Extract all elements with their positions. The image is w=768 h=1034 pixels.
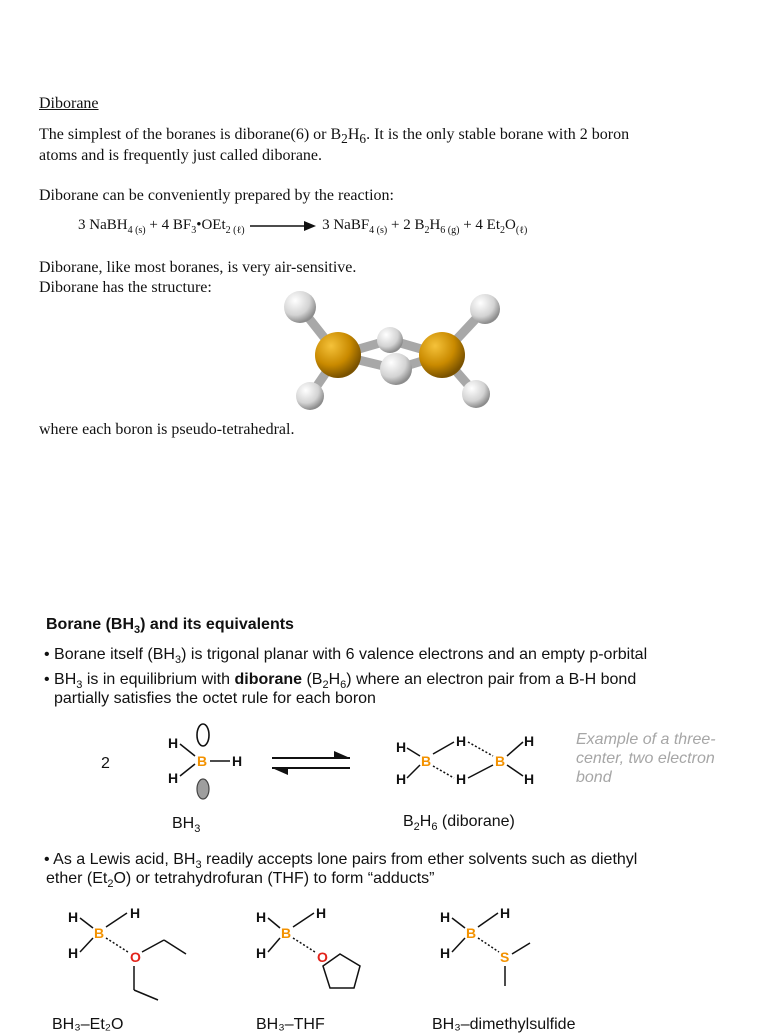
bh3-dms-adduct xyxy=(440,905,530,986)
bullet-text: is in equilibrium with xyxy=(82,671,235,688)
tetrahedral-text: where each boron is pseudo-tetrahedral. xyxy=(39,421,295,438)
bh3-label xyxy=(172,815,200,835)
atom-h: H xyxy=(500,905,511,921)
eq-sub: (ℓ) xyxy=(515,225,528,236)
bridging-hydrogen-atom xyxy=(377,327,403,353)
boron-atom xyxy=(315,332,361,378)
adduct-label-thf: BH₃–THF xyxy=(256,1016,325,1033)
atom-h: H xyxy=(168,770,179,786)
borane-adducts-diagram xyxy=(60,896,580,1006)
hydrogen-atom xyxy=(284,291,316,323)
bullet-text: • As a Lewis acid, BH xyxy=(44,851,196,868)
eq-sub: 3 xyxy=(191,225,197,236)
bullet-2-continuation: partially satisfies the octet rule for each boron xyxy=(54,690,376,707)
bh3-et2o-adduct xyxy=(68,905,186,1000)
adduct-label-dms: BH₃–dimethylsulfide xyxy=(432,1016,576,1033)
air-sensitive-text: Diborane, like most boranes, is very air-sensitive. xyxy=(39,259,357,276)
bridging-hydrogen-atom xyxy=(380,353,412,385)
bullet-text: H xyxy=(328,671,341,688)
reaction-arrow-icon xyxy=(250,220,316,232)
empty-p-orbital-lobe xyxy=(197,724,209,746)
eq-sub: 2 (ℓ) xyxy=(225,225,245,236)
atom-b: B xyxy=(197,753,208,769)
eq-product-2: + 2 B xyxy=(387,217,425,233)
atom-b: B xyxy=(281,925,292,941)
diborane-structure xyxy=(396,733,534,787)
atom-h: H xyxy=(396,739,407,755)
intro-text-a: The simplest of the boranes is diborane(6) or B xyxy=(39,126,342,143)
p-orbital-lobe xyxy=(197,779,209,799)
bullet-sub: 6 xyxy=(340,679,347,692)
atom-h: H xyxy=(68,945,79,961)
title-sub: 3 xyxy=(134,624,141,637)
bullet-text: (B xyxy=(302,671,323,688)
bridging-atom-h: H xyxy=(456,733,467,749)
bullet-bold-text: diborane xyxy=(234,671,303,688)
bh3-structure xyxy=(168,724,242,799)
atom-b: B xyxy=(421,753,432,769)
bullet-sub: 3 xyxy=(195,859,202,872)
eq-reactant-1: 3 NaBH xyxy=(78,217,128,233)
eq-product-3: + 4 Et xyxy=(459,217,501,233)
bh3-diborane-equilibrium-diagram xyxy=(150,718,550,818)
bullet-text: ether (Et xyxy=(46,870,108,887)
label-text: B xyxy=(403,813,414,830)
atom-h: H xyxy=(524,733,535,749)
atom-b: B xyxy=(94,925,105,941)
eq-sub: 4 (s) xyxy=(127,225,146,236)
diborane-ball-and-stick-model xyxy=(272,282,502,417)
atom-h: H xyxy=(256,945,267,961)
eq-reactant-2: + 4 BF xyxy=(145,217,192,233)
bullet-sub: 2 xyxy=(107,878,114,891)
label-text: H xyxy=(419,813,432,830)
bullet-text: ) is trigonal planar with 6 valence electrons and an empty p-orbital xyxy=(181,646,648,663)
bullet-3-continuation xyxy=(46,869,434,894)
diborane-label xyxy=(403,813,515,833)
boron-atom xyxy=(419,332,465,378)
bullet-text: readily accepts lone pairs from ether solvents such as diethyl xyxy=(201,851,638,868)
bridging-atom-h: H xyxy=(456,771,467,787)
bullet-text: ) where an electron pair from a B-H bond xyxy=(346,671,637,688)
atom-h: H xyxy=(440,945,451,961)
reaction-equation xyxy=(78,217,527,236)
label-sub: 3 xyxy=(194,823,201,836)
atom-s: S xyxy=(500,949,510,965)
label-text: BH xyxy=(172,815,195,832)
atom-h: H xyxy=(130,905,141,921)
adduct-label-et2o: BH₃–Et₂O xyxy=(52,1016,124,1033)
eq-sub: 2 xyxy=(424,225,430,236)
three-center-bond-note: Example of a three-center, two electron bond xyxy=(576,731,716,786)
intro-line-2: atoms and is frequently just called diborane. xyxy=(39,147,323,164)
preparation-text: Diborane can be conveniently prepared by the reaction: xyxy=(39,187,394,204)
title-b: ) and its equivalents xyxy=(140,616,294,633)
atom-h: H xyxy=(524,771,535,787)
label-text: (diborane) xyxy=(437,813,515,830)
atom-b: B xyxy=(466,925,477,941)
intro-line-1: The simplest of the boranes is diborane(6) or $B_2H_6$. It is the only stable borane with 2 boron xyxy=(39,126,630,147)
structure-intro-text: Diborane has the structure: xyxy=(39,279,212,296)
intro-text-c: . It is the only stable borane with 2 boron xyxy=(366,126,630,143)
bullet-sub: 2 xyxy=(322,679,329,692)
atom-h: H xyxy=(440,909,451,925)
eq-sub: 6 (g) xyxy=(440,225,460,236)
eq-sub: 4 (s) xyxy=(369,225,388,236)
bullet-text: • BH xyxy=(44,671,77,688)
slide-title xyxy=(46,616,294,636)
bullet-1 xyxy=(44,645,647,670)
atom-h: H xyxy=(256,909,267,925)
eq-o: O xyxy=(505,217,516,233)
atom-h: H xyxy=(232,753,243,769)
atom-h: H xyxy=(68,909,79,925)
hydrogen-atom xyxy=(296,382,324,410)
section-heading: Diborane xyxy=(39,95,99,112)
label-sub: 2 xyxy=(413,821,420,834)
eq-sub: 2 xyxy=(500,225,506,236)
bullet-sub: 3 xyxy=(76,679,83,692)
intro-text-b: H xyxy=(347,126,360,143)
atom-h: H xyxy=(316,905,327,921)
thf-ring xyxy=(323,954,360,988)
atom-o: O xyxy=(130,949,141,965)
eq-h: H xyxy=(429,217,441,233)
atom-h: H xyxy=(396,771,407,787)
atom-b: B xyxy=(495,753,506,769)
label-sub: 6 xyxy=(431,821,438,834)
title-a: Borane (BH xyxy=(46,616,135,633)
atom-o: O xyxy=(317,949,328,965)
stoichiometric-coefficient: 2 xyxy=(101,755,110,772)
bullet-text: O) or tetrahydrofuran (THF) to form “adducts” xyxy=(113,870,435,887)
bullet-sub: 3 xyxy=(174,654,182,667)
atom-h: H xyxy=(168,735,179,751)
hydrogen-atom xyxy=(462,380,490,408)
equilibrium-arrows-icon xyxy=(272,751,350,775)
bullet-text: • Borane itself (BH xyxy=(44,646,175,663)
eq-oet: •OEt xyxy=(196,217,226,233)
eq-product-1: 3 NaBF xyxy=(322,217,370,233)
hydrogen-atom xyxy=(470,294,500,324)
bh3-thf-adduct xyxy=(256,905,360,988)
